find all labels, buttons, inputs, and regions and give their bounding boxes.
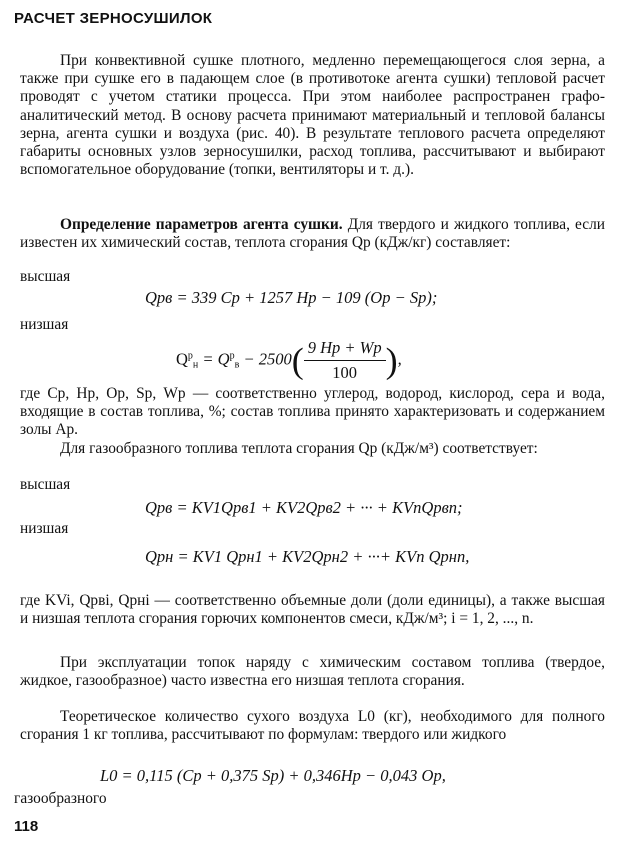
- where-paragraph-1: где Ср, Нр, Ор, Sр, Wр — соответственно углерод, водород, кислород, сера и вода, входящие в состав топлива, %; состав топлива принято характеризовать и содержанием золы Ар.: [20, 385, 605, 439]
- label-higher-1: высшая: [20, 268, 71, 285]
- label-higher-2: высшая: [20, 476, 71, 493]
- page-number: 118: [14, 818, 39, 835]
- section-text: Для твердого и жидкого топлива, если известен их химический состав, теплота сгорания Qр (кДж/кг) составляет:: [20, 216, 605, 252]
- formula-gas-higher: Qрв = KV1Qрв1 + KV2Qрв2 + ··· + KVnQрвn;: [145, 498, 463, 517]
- fraction-denominator: 100: [332, 363, 358, 382]
- intro-paragraph: При конвективной сушке плотного, медленно перемещающегося слоя зерна, а также при сушке его в падающем слое (в противотоке агента сушки) тепловой расчет проводят с учетом статики процесса. При этом наиболее распространен графо-аналитический метод. В основу расчета принимают материальный и тепловой балансы зерна, агента сушки и воздуха (рис. 40). В результате теплового расчета определяют габариты основных узлов зерносушилки, расход топлива, рассчитывают и выбирают вспомогательное оборудование (топки, вентиляторы и т. д.).: [20, 52, 605, 179]
- label-gas: газообразного: [14, 790, 107, 807]
- formula-air: L0 = 0,115 (Ср + 0,375 Sр) + 0,346Нр − 0,043 Ор,: [100, 766, 446, 785]
- formula-higher-heat: Qрв = 339 Ср + 1257 Нр − 109 (Ор − Sр);: [145, 288, 438, 307]
- label-lower-1: низшая: [20, 316, 69, 333]
- formula-gas-lower: Qрн = KV1 Qрн1 + KV2Qрн2 + ···+ KVn Qрнn,: [145, 547, 470, 566]
- section-heading: Определение параметров агента сушки.: [60, 216, 343, 233]
- running-header: РАСЧЕТ ЗЕРНОСУШИЛОК: [14, 10, 213, 27]
- label-lower-2: низшая: [20, 520, 69, 537]
- formula-lower-heat: $Q^р_н = Q^р_в - 2500$( $\frac{9 Нр + Wр}{100}$ ),: [176, 338, 402, 382]
- exploitation-paragraph: При эксплуатации топок наряду с химическим составом топлива (твердое, жидкое, газообразное) часто известна его низшая теплота сгорания.: [20, 654, 605, 690]
- air-paragraph: Теоретическое количество сухого воздуха L0 (кг), необходимого для полного сгорания 1 кг топлива, рассчитывают по формулам: твердого или жидкого: [20, 708, 605, 744]
- fraction: [304, 338, 386, 383]
- where-paragraph-2: где KVi, Qрвi, Qрнi — соответственно объемные доли (доли единицы), а также высшая и низшая теплота сгорания горючих компонентов смеси, кДж/м³; i = 1, 2, ..., n.: [20, 592, 605, 628]
- fraction-numerator: 9 Нр + Wр: [304, 338, 386, 361]
- gas-paragraph: Для газообразного топлива теплота сгорания Qр (кДж/м³) соответствует:: [60, 440, 538, 457]
- section-paragraph: [20, 216, 605, 252]
